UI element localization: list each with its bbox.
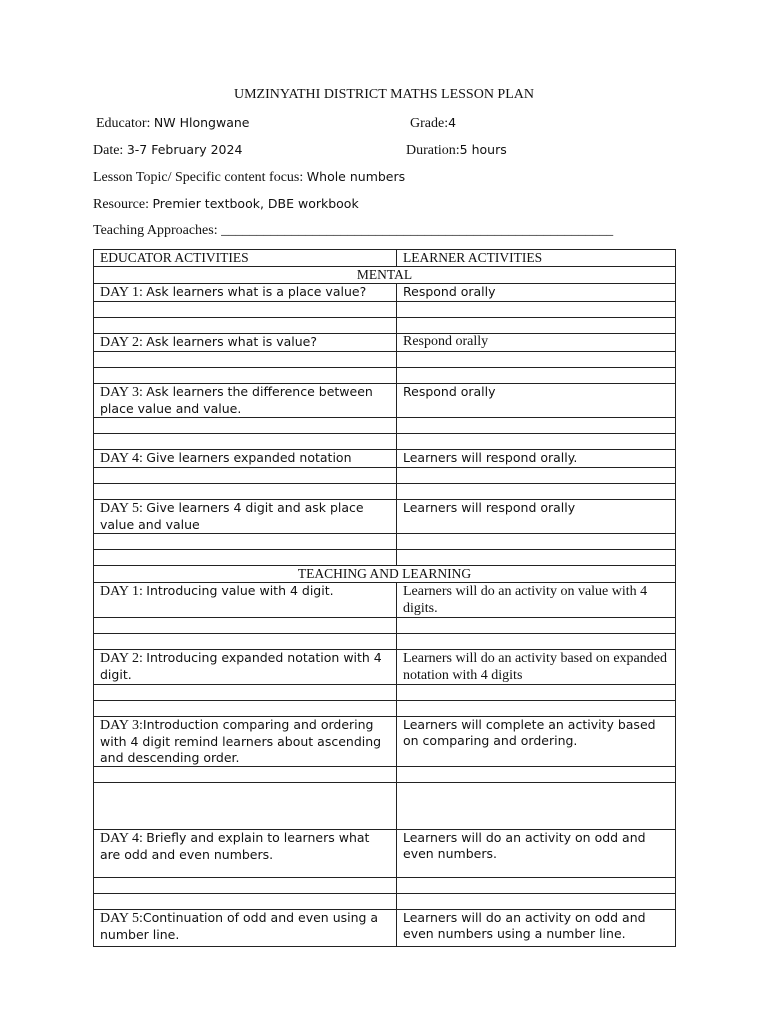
blank-cell	[94, 434, 397, 450]
header-educator-activities: EDUCATOR ACTIVITIES	[94, 250, 397, 267]
topic-line	[93, 169, 405, 186]
blank-cell	[94, 701, 397, 717]
educator-activity-cell: DAY 5:Continuation of odd and even using a number line.	[94, 910, 397, 947]
blank-cell	[94, 484, 397, 500]
approaches-line	[93, 223, 613, 239]
page-title: UMZINYATHI DISTRICT MATHS LESSON PLAN	[234, 87, 534, 102]
learner-activity-cell: Learners will respond orally.	[397, 450, 676, 468]
table-row	[94, 500, 676, 534]
educator-activity-cell: DAY 2: Ask learners what is value?	[94, 334, 397, 352]
blank-cell	[94, 878, 397, 894]
table-row	[94, 334, 676, 352]
blank-cell	[94, 368, 397, 384]
blank-cell	[397, 685, 676, 701]
educator-activity-cell: DAY 1: Ask learners what is a place value?	[94, 284, 397, 302]
blank-cell	[397, 368, 676, 384]
blank-cell	[94, 685, 397, 701]
section-mental-heading: MENTAL	[94, 267, 676, 284]
blank-cell	[397, 634, 676, 650]
header-learner-activities: LEARNER ACTIVITIES	[397, 250, 676, 267]
learner-activity-cell: Learners will do an activity based on expanded notation with 4 digits	[397, 650, 676, 685]
section-teaching-heading: TEACHING AND LEARNING	[94, 566, 676, 583]
blank-cell	[397, 352, 676, 368]
grade-line	[410, 115, 456, 132]
educator-activity-cell: DAY 3:Introduction comparing and ordering with 4 digit remind learners about ascending and descending order.	[94, 717, 397, 767]
blank-cell	[397, 302, 676, 318]
blank-cell	[94, 468, 397, 484]
learner-activity-cell: Respond orally	[397, 384, 676, 418]
grade-value: 4	[448, 115, 457, 130]
blank-cell	[397, 484, 676, 500]
table-row	[94, 910, 676, 947]
blank-cell	[94, 352, 397, 368]
blank-cell	[397, 534, 676, 550]
table-row	[94, 717, 676, 767]
blank-cell	[397, 783, 676, 830]
resource-label: Resource:	[93, 197, 149, 212]
educator-activity-cell: DAY 3: Ask learners the difference between place value and value.	[94, 384, 397, 418]
blank-cell	[397, 767, 676, 783]
table-row	[94, 384, 676, 418]
educator-activity-cell: DAY 5: Give learners 4 digit and ask place value and value	[94, 500, 397, 534]
topic-value: Whole numbers	[306, 169, 406, 184]
learner-activity-cell: Learners will do an activity on value with 4 digits.	[397, 583, 676, 618]
educator-activity-cell: DAY 4: Give learners expanded notation	[94, 450, 397, 468]
learner-activity-cell: Learners will do an activity on odd and even numbers.	[397, 830, 676, 878]
educator-activity-cell: DAY 4: Briefly and explain to learners what are odd and even numbers.	[94, 830, 397, 878]
table-row	[94, 583, 676, 618]
blank-cell	[397, 894, 676, 910]
duration-label: Duration:	[406, 143, 460, 158]
blank-cell	[397, 418, 676, 434]
blank-cell	[397, 701, 676, 717]
approaches-blank: ________________________________________________________	[221, 223, 614, 238]
educator-line	[96, 115, 249, 132]
date-value: 3-7 February 2024	[126, 142, 243, 157]
table-row	[94, 650, 676, 685]
blank-cell	[397, 878, 676, 894]
blank-cell	[94, 302, 397, 318]
date-line	[93, 142, 242, 159]
duration-line	[406, 142, 507, 159]
educator-label: Educator:	[96, 116, 151, 131]
topic-label: Lesson Topic/ Specific content focus:	[93, 170, 304, 185]
blank-cell	[94, 418, 397, 434]
duration-value: 5 hours	[459, 142, 507, 157]
blank-cell	[94, 634, 397, 650]
date-label: Date:	[93, 143, 124, 158]
blank-cell	[397, 318, 676, 334]
approaches-label: Teaching Approaches:	[93, 223, 218, 238]
blank-cell	[397, 618, 676, 634]
blank-cell	[94, 767, 397, 783]
educator-activity-cell: DAY 2: Introducing expanded notation with 4 digit.	[94, 650, 397, 685]
blank-cell	[94, 550, 397, 566]
blank-cell	[94, 783, 397, 830]
educator-value: NW Hlongwane	[153, 115, 250, 130]
grade-label: Grade:	[410, 116, 449, 131]
blank-cell	[397, 468, 676, 484]
learner-activity-cell: Learners will respond orally	[397, 500, 676, 534]
learner-activity-cell: Learners will do an activity on odd and even numbers using a number line.	[397, 910, 676, 947]
learner-activity-cell: Respond orally	[397, 284, 676, 302]
lesson-plan-table	[93, 249, 676, 947]
learner-activity-cell: Learners will complete an activity based on comparing and ordering.	[397, 717, 676, 767]
table-row	[94, 450, 676, 468]
table-row	[94, 284, 676, 302]
blank-cell	[94, 318, 397, 334]
blank-cell	[397, 550, 676, 566]
table-row	[94, 830, 676, 878]
resource-value: Premier textbook, DBE workbook	[152, 196, 359, 211]
blank-cell	[94, 534, 397, 550]
blank-cell	[397, 434, 676, 450]
learner-activity-cell: Respond orally	[397, 334, 676, 352]
educator-activity-cell: DAY 1: Introducing value with 4 digit.	[94, 583, 397, 618]
resource-line	[93, 196, 359, 213]
blank-cell	[94, 618, 397, 634]
blank-cell	[94, 894, 397, 910]
